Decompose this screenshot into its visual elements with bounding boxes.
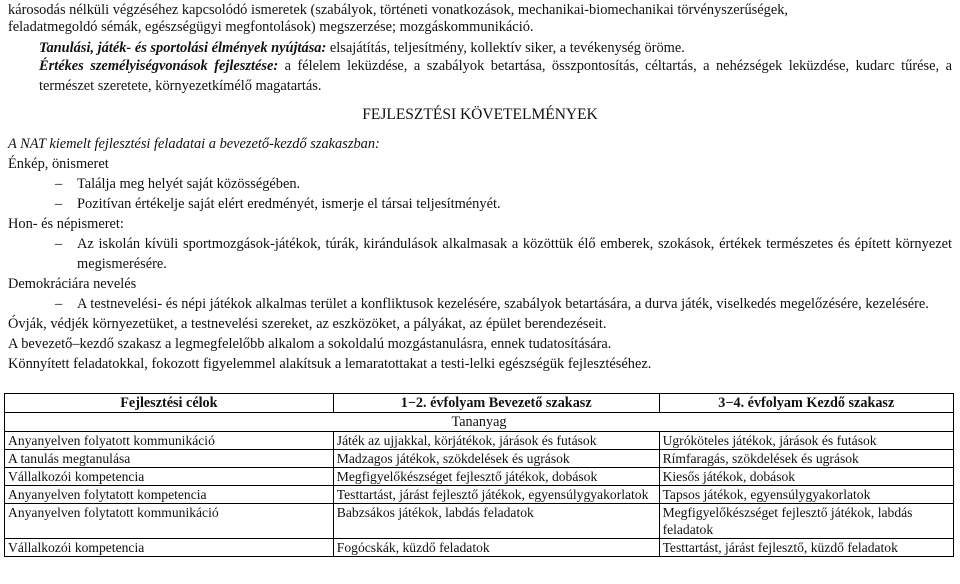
table-cell: Babzsákos játékok, labdás feladatok [333, 504, 659, 539]
enkep-item [8, 194, 952, 214]
enkep-item [8, 174, 952, 194]
dash-bullet: – [55, 236, 63, 252]
hon-item-text: Az iskolán kívüli sportmozgások-játékok, túrák, kirándulások alkalmasak a közöttük élő emberek, szokások, értékek természetes és épített környezet megismerésére. [77, 236, 952, 272]
tanulasi-paragraph [8, 38, 685, 58]
table-row [5, 486, 954, 504]
table-cell: Kiesős játékok, dobások [659, 468, 953, 486]
table-row [5, 468, 954, 486]
table-cell: Rímfaragás, szökdelések és ugrások [659, 450, 953, 468]
table-cell: Tapsos játékok, egyensúlygyakorlatok [659, 486, 953, 504]
intro-line-2: feladatmegoldó sémák, egészségügyi megfontolások) megszerzése; mozgáskommunikáció. [8, 19, 534, 35]
table-subheader-row [5, 413, 954, 432]
curriculum-table [4, 393, 954, 557]
enkep-item-text: Találja meg helyét saját közösségében. [77, 176, 301, 192]
table-row [5, 539, 954, 557]
intro-line-1: károsodás nélküli végzéséhez kapcsolódó ismeretek (szabályok, történeti vonatkozások, mechanikai-biomechanikai törvényszerűségek, [8, 2, 789, 18]
header-cell: 3−4. évfolyam Kezdő szakasz [659, 394, 953, 413]
subheader-cell: Tananyag [5, 413, 954, 432]
table-row [5, 432, 954, 450]
paragraph-2: A bevezető–kezdő szakasz a legmegfelelőbb alkalom a sokoldalú mozgástanulásra, ennek tudatosítására. [8, 336, 612, 352]
tanulasi-text: elsajátítás, teljesítmény, kollektív siker, a tevékenység öröme. [326, 40, 685, 56]
demo-title: Demokráciára nevelés [8, 276, 137, 292]
table-cell: Vállalkozói kompetencia [5, 539, 334, 557]
dash-bullet: – [55, 296, 63, 312]
table-row [5, 450, 954, 468]
table-cell: Anyanyelven folytatott kompetencia [5, 486, 334, 504]
demo-item-text: A testnevelési- és népi játékok alkalmas terület a konfliktusok kezelésére, szabályok betartására, a durva játék, viselkedés megelőzésére, kezelésére. [77, 296, 929, 312]
table-cell: A tanulás megtanulása [5, 450, 334, 468]
table-cell: Anyanyelven folyatott kommunikáció [5, 432, 334, 450]
table-header-row [5, 394, 954, 413]
table-cell: Megfigyelőkészséget fejlesztő játékok, dobások [333, 468, 659, 486]
ertekes-text: a félelem leküzdése, a szabályok betartása, összpontosítás, céltartás, a nehézségek leküzdése, kudarc tűrése, a természet szeretete, környezetkímélő magatartás. [39, 58, 952, 94]
table-row [5, 504, 954, 539]
header-cell: 1−2. évfolyam Bevezető szakasz [333, 394, 659, 413]
table-cell: Fogócskák, küzdő feladatok [333, 539, 659, 557]
paragraph-1: Óvják, védjék környezetüket, a testnevelési szereket, az eszközöket, a pályákat, az épület berendezéseit. [8, 316, 607, 332]
dash-bullet: – [55, 176, 63, 192]
table-cell: Megfigyelőkészséget fejlesztő játékok, labdás feladatok [659, 504, 953, 539]
header-cell: Fejlesztési célok [5, 394, 334, 413]
table-cell: Vállalkozói kompetencia [5, 468, 334, 486]
ertekes-label: Értékes személyiségvonások fejlesztése: [39, 58, 279, 74]
enkep-title: Énkép, önismeret [8, 156, 109, 172]
tanulasi-label: Tanulási, játék- és sportolási élmények nyújtása: [39, 40, 327, 56]
demo-item [8, 294, 952, 314]
table-cell: Madzagos játékok, szökdelések és ugrások [333, 450, 659, 468]
section-heading: FEJLESZTÉSI KÖVETELMÉNYEK [362, 106, 598, 123]
ertekes-paragraph [8, 56, 952, 96]
table-cell: Testtartást, járást fejlesztő játékok, egyensúlygyakorlatok [333, 486, 659, 504]
table-cell: Játék az ujjakkal, körjátékok, járások és futások [333, 432, 659, 450]
dash-bullet: – [55, 196, 63, 212]
paragraph-3: Könnyített feladatokkal, fokozott figyelemmel alakítsuk a lemaratottakat a testi-lelki egészségük fejlesztéséhez. [8, 356, 652, 372]
nat-subtitle: A NAT kiemelt fejlesztési feladatai a bevezető-kezdő szakaszban: [8, 136, 380, 152]
table-cell: Ugróköteles játékok, járások és futások [659, 432, 953, 450]
enkep-item-text: Pozitívan értékelje saját elért eredményét, ismerje el társai teljesítményét. [77, 196, 501, 212]
table-cell: Testtartást, járást fejlesztő, küzdő feladatok [659, 539, 953, 557]
table-cell: Anyanyelven folytatott kommunikáció [5, 504, 334, 539]
requirements-body [8, 134, 952, 374]
hon-item [8, 234, 952, 274]
hon-title: Hon- és népismeret: [8, 216, 124, 232]
